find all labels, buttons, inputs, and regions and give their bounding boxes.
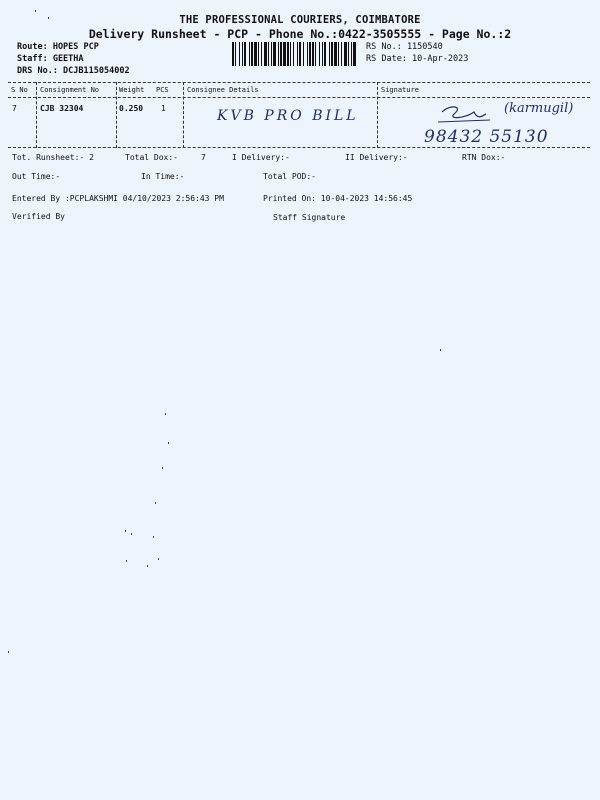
signature-name: (karmugil) [504, 101, 574, 116]
staff-signature: Staff Signature [273, 213, 346, 222]
total-dox-value: 7 [201, 153, 206, 162]
barcode-bar [268, 42, 269, 66]
total-dox-label: Total Dox:- [125, 153, 178, 162]
barcode-bar [258, 42, 259, 66]
barcode-bar [278, 42, 279, 66]
barcode-bar [353, 42, 356, 66]
barcode-bar [334, 42, 337, 66]
scan-speck [165, 413, 166, 415]
column-divider [116, 82, 117, 148]
barcode-bar [312, 42, 314, 66]
rtn-dox: RTN Dox:- [462, 153, 506, 162]
verified-by: Verified By [12, 212, 65, 221]
barcode-bar [297, 42, 298, 66]
barcode-bar [264, 42, 267, 66]
staff-label: Staff: GEETHA [17, 54, 84, 64]
scan-speck [440, 349, 441, 351]
ii-delivery: II Delivery:- [345, 153, 408, 162]
entered-by: Entered By :PCPLAKSHMI 04/10/2023 2:56:43 PM [12, 194, 224, 203]
out-time: Out Time:- [12, 172, 61, 181]
column-header-signature: Signature [381, 86, 419, 94]
barcode-bar [348, 42, 349, 66]
column-header-consignee: Consignee Details [187, 86, 259, 94]
barcode-bar [283, 42, 286, 66]
row-weight: 0.250 [119, 104, 144, 113]
scan-speck [126, 560, 127, 562]
barcode-bar [254, 42, 257, 66]
barcode-bar [303, 42, 304, 66]
scan-speck [8, 651, 9, 653]
column-header-sno: S No [11, 86, 28, 94]
barcode-bar [280, 42, 282, 66]
scan-speck [158, 558, 159, 560]
barcode [232, 42, 358, 66]
rs-number: RS No.: 1150540 [366, 42, 443, 52]
printed-on: Printed On: 10-04-2023 14:56:45 [263, 194, 413, 203]
route-label: Route: HOPES PCP [17, 42, 99, 52]
signature-phone: 98432 55130 [424, 127, 549, 147]
column-header-consignment: Consignment No [40, 86, 100, 94]
consignee-handwriting-text: KVB PRO BILL [217, 108, 359, 124]
rs-date: RS Date: 10-Apr-2023 [366, 54, 469, 64]
barcode-bar [287, 42, 289, 66]
handwritten-signature [420, 94, 596, 150]
scan-speck [35, 10, 36, 12]
row-consignment: CJB 32304 [40, 104, 84, 113]
barcode-bar [244, 42, 246, 66]
barcode-bar [249, 42, 250, 66]
scan-speck [153, 536, 154, 538]
barcode-bar [307, 42, 308, 66]
signature-underline [438, 120, 490, 122]
barcode-bar [251, 42, 253, 66]
barcode-bar [319, 42, 320, 66]
column-divider [377, 82, 378, 148]
barcode-bar [338, 42, 339, 66]
tot-runsheet: Tot. Runsheet:- 2 [12, 153, 94, 162]
row-sno: 7 [12, 104, 17, 113]
in-time: In Time:- [141, 172, 185, 181]
scan-speck [147, 565, 148, 567]
barcode-bar [290, 42, 291, 66]
scan-speck [155, 502, 156, 504]
barcode-bar [271, 42, 272, 66]
column-header-weight: Weight [119, 86, 145, 94]
barcode-bar [324, 42, 326, 66]
barcode-bar [235, 42, 236, 66]
total-pod: Total POD:- [263, 172, 316, 181]
column-divider [36, 82, 37, 148]
barcode-bar [232, 42, 234, 66]
scan-speck [168, 442, 169, 444]
scan-speck [125, 530, 126, 532]
drs-number: DRS No.: DCJB115054002 [17, 66, 130, 76]
barcode-bar [329, 42, 330, 66]
barcode-bar [341, 42, 342, 66]
handwritten-consignee [215, 104, 375, 126]
scan-speck [162, 467, 163, 469]
scan-speck [131, 533, 132, 535]
barcode-bar [309, 42, 311, 66]
barcode-bar [261, 42, 262, 66]
barcode-bar [242, 42, 243, 66]
barcode-bar [322, 42, 323, 66]
column-divider [183, 82, 184, 148]
barcode-bar [331, 42, 333, 66]
row-pcs: 1 [161, 104, 166, 113]
barcode-bar [351, 42, 352, 66]
barcode-bar [315, 42, 316, 66]
barcode-bar [239, 42, 240, 66]
i-delivery: I Delivery:- [232, 153, 290, 162]
column-header-pcs: PCS [156, 86, 169, 94]
signature-scribble [442, 107, 486, 118]
barcode-bar [273, 42, 276, 66]
barcode-bar [344, 42, 347, 66]
scan-speck [48, 17, 49, 19]
barcode-bar [299, 42, 301, 66]
table-top-rule [8, 82, 590, 83]
barcode-bar [293, 42, 294, 66]
company-name: THE PROFESSIONAL COURIERS, COIMBATORE [179, 14, 421, 26]
runsheet-title: Delivery Runsheet - PCP - Phone No.:0422-3505555 - Page No.:2 [88, 27, 512, 41]
